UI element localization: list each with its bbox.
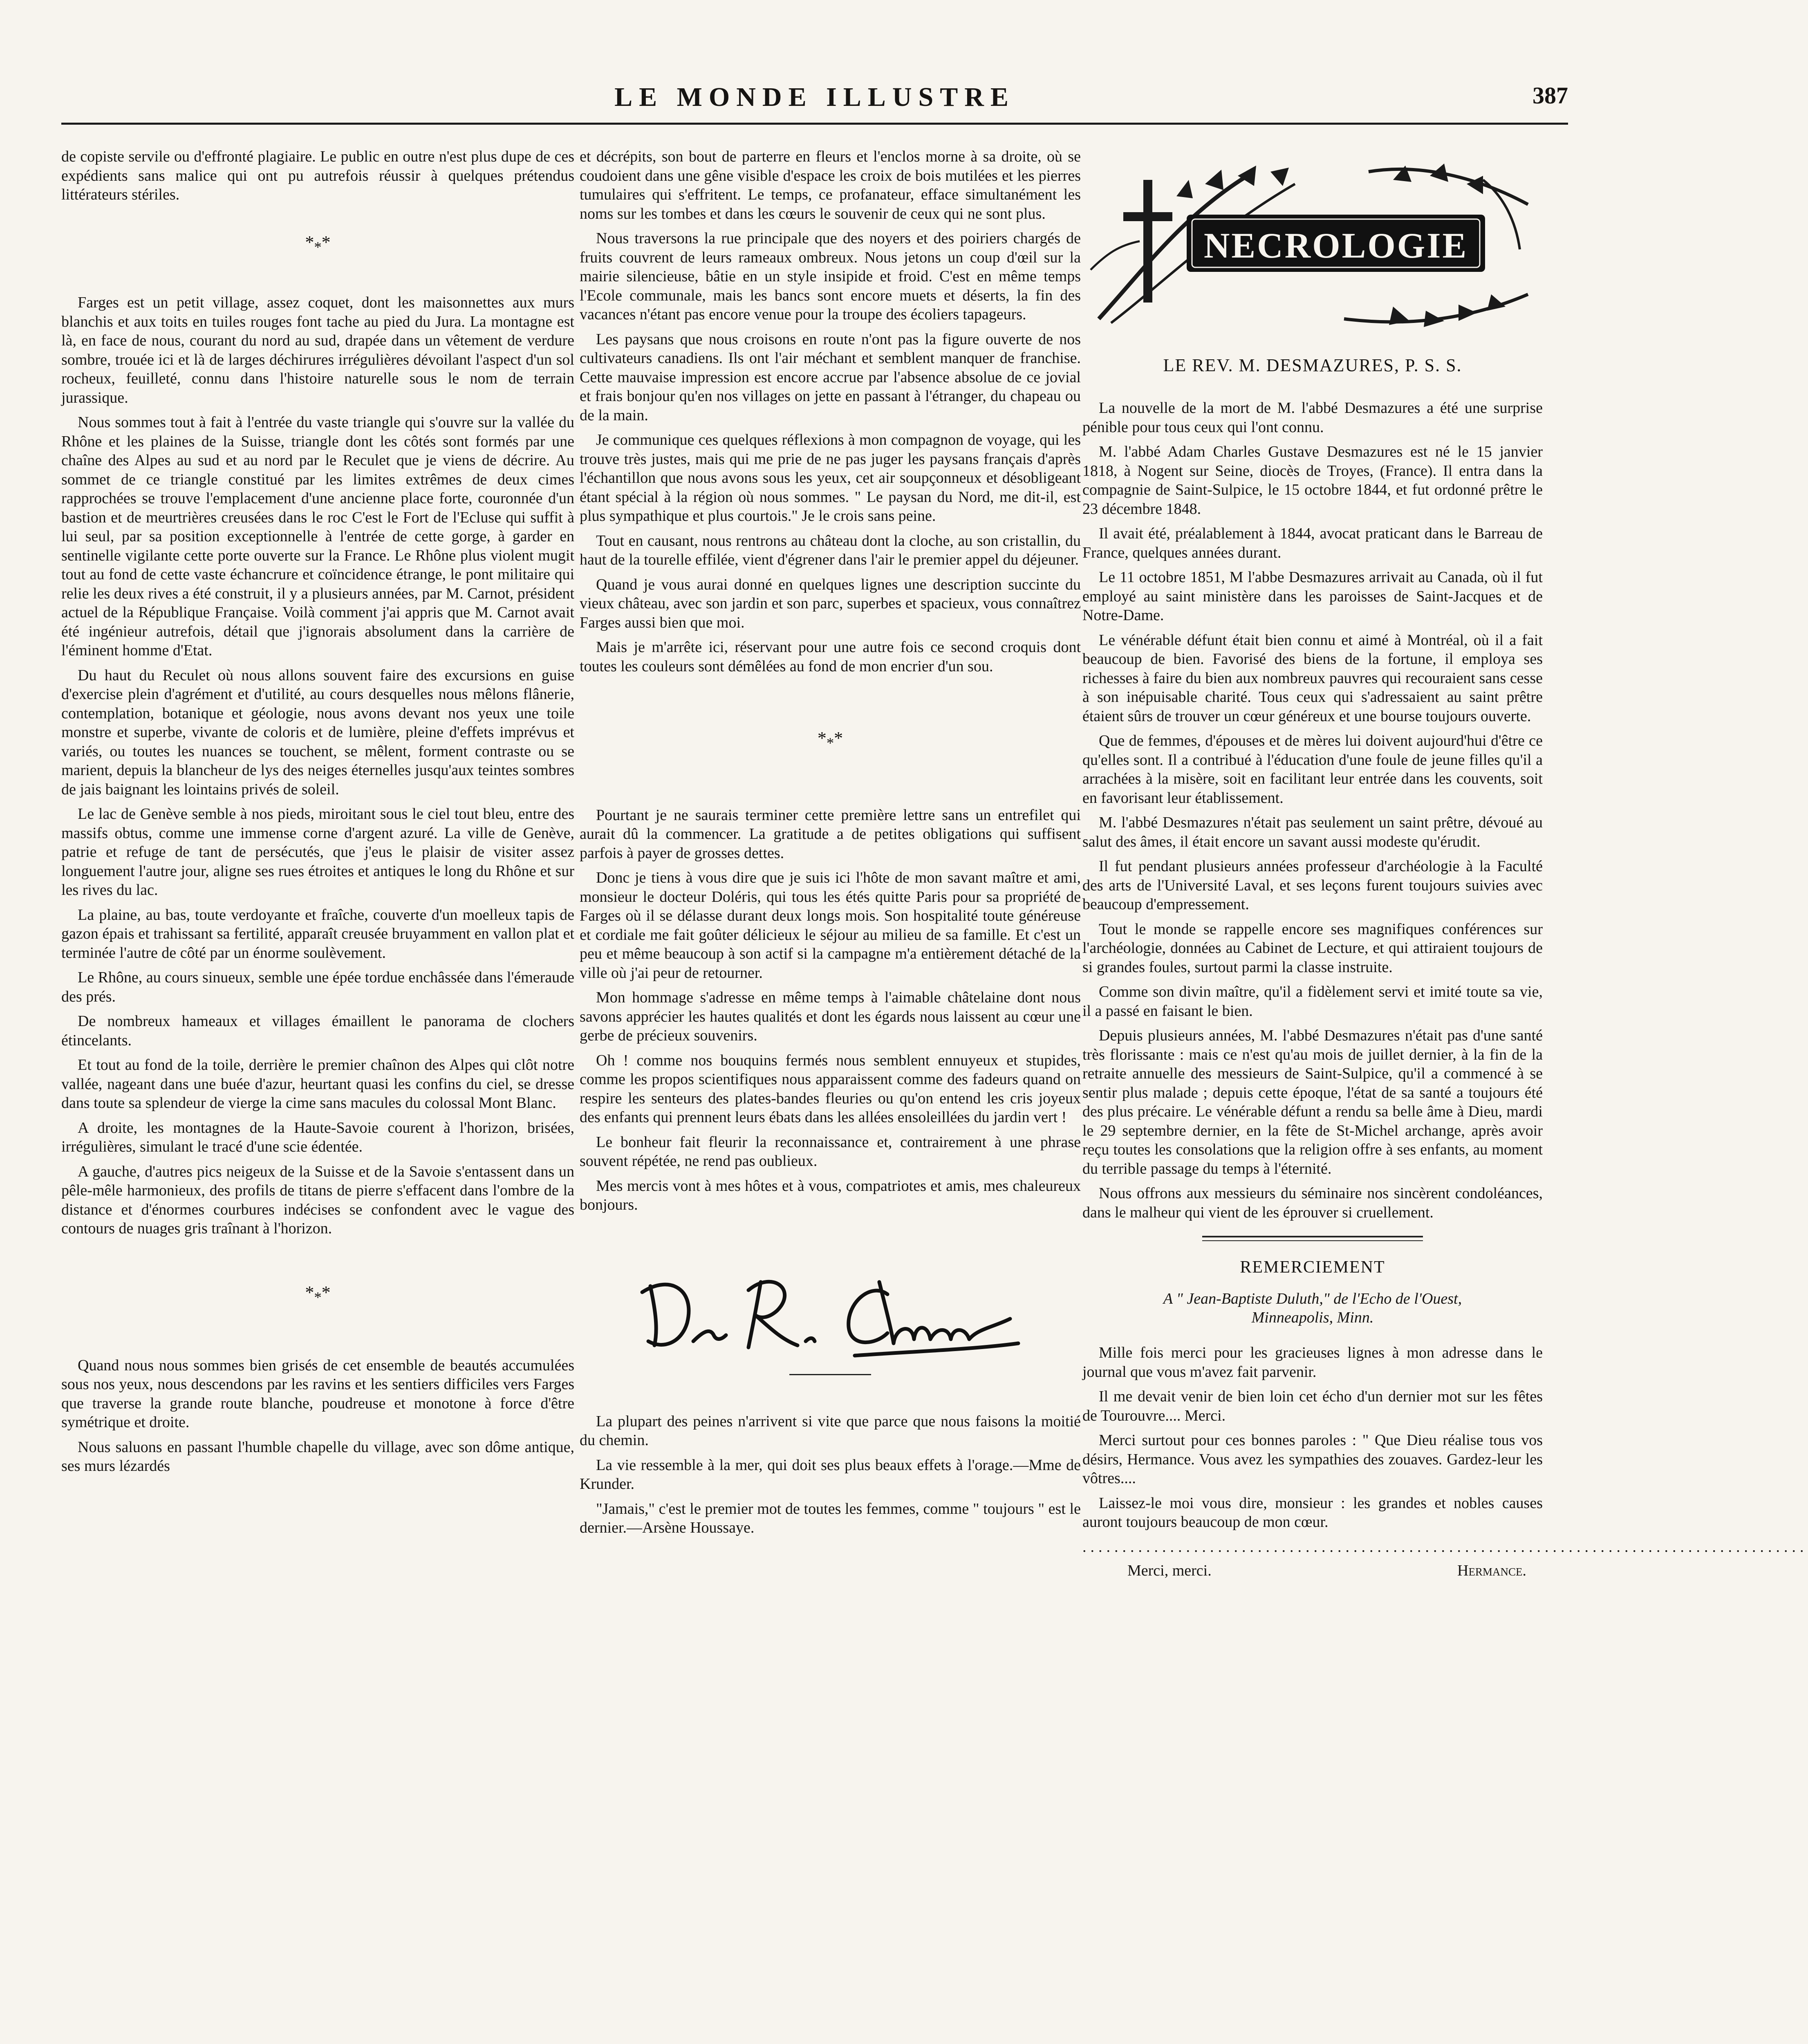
necrologie-banner	[1082, 147, 1543, 339]
divider	[789, 1374, 871, 1375]
dedication-line: A " Jean-Baptiste Duluth," de l'Echo de l'Ouest,	[1163, 1290, 1462, 1307]
column-2	[580, 147, 1081, 1543]
paragraph: Comme son divin maître, qu'il a fidèlement servi et imité toute sa vie, il a passé en faisant le bien.	[1082, 983, 1543, 1020]
paragraph: Du haut du Reculet où nous allons souvent faire des excursions en guise d'exercise plein d'agrément et d'utilité, au cours desquelles nous mêlons flânerie, contemplation, botanique et géologie, nous avons devant nos yeux une toile monstre et superbe, vivante de coloris et de lumière, pleine d'effets imprévus et variés, ou toutes les nuances se touchent, se mêlent, forment contraste ou se marient, depuis la blancheur de lys des neiges éternelles jusqu'aux teintes sombres de jais baignant les lointains privés de soleil.	[61, 666, 574, 798]
quote: La plupart des peines n'arrivent si vite que parce que nous faisons la moitié du chemin.	[580, 1412, 1081, 1449]
paragraph: Et tout au fond de la toile, derrière le premier chaînon des Alpes qui clôt notre vallée, nageant dans une buée d'azur, heurtant quasi les confins du ciel, se dresse dans toute sa splendeur de vierge la cime sans macules du colossal Mont Blanc.	[61, 1056, 574, 1112]
paragraph: Que de femmes, d'épouses et de mères lui doivent aujourd'hui d'être ce qu'elles sont. Il a contribué à l'éducation d'une foule de jeune filles qu'il a arrachées à la misère, soit en facilitant leur entrée dans les couvents, soit en favorisant leur établissement.	[1082, 732, 1543, 807]
paragraph: Oh ! comme nos bouquins fermés nous semblent ennuyeux et stupides, comme les propos scientifiques nous apparaissent comme des fadeurs quand on respire les senteurs des plates-bandes fleuries ou qu'on entend les cris joyeux des enfants qui prennent leurs ébats dans les allées ensoleillées du jardin vert !	[580, 1051, 1081, 1126]
paragraph: Quand je vous aurai donné en quelques lignes une description succinte du vieux château, avec son jardin et son parc, superbes et spacieux, vous connaîtrez Farges aussi bien que moi.	[580, 576, 1081, 631]
paragraph: Nous offrons aux messieurs du séminaire nos sincèrent condoléances, dans le malheur qui vient de les éprouver si cruellement.	[1082, 1185, 1543, 1221]
paragraph: La plaine, au bas, toute verdoyante et fraîche, couverte d'un moelleux tapis de gazon épais et trahissant sa fertilité, apparaît creusée bruyamment en vallon plat et terminée l'autre de côté par un énorme soulèvement.	[61, 906, 574, 961]
paragraph: de copiste servile ou d'effronté plagiaire. Le public en outre n'est plus dupe de ces expédients sans malice qui ont pu autrefois réussir à quelques prétendus littérateurs stériles.	[61, 148, 574, 203]
dedication-line: Minneapolis, Minn.	[1251, 1309, 1374, 1326]
paragraph: De nombreux hameaux et villages émaillent le panorama de clochers étincelants.	[61, 1013, 574, 1049]
paragraph: Les paysans que nous croisons en route n'ont pas la figure ouverte de nos cultivateurs canadiens. Ils ont l'air méchant et semblent manquer de franchise. Cette mauvaise impression est encore accrue par l'absence absolue de ce jovial et frais bonjour qu'en nos villages on jette en passant à l'étranger, du chapeau ou de la main.	[580, 330, 1081, 424]
paragraph: Quand nous nous sommes bien grisés de cet ensemble de beautés accumulées sous nos yeux, nous descendons par les ravins et les sentiers difficiles vers Farges que traverse la grande route blanche, poudreuse et monotone à force d'être symétrique et droite.	[61, 1356, 574, 1431]
paragraph: M. l'abbé Adam Charles Gustave Desmazures est né le 15 janvier 1818, à Nogent sur Seine, diocès de Troyes, (France). Il entra dans la compagnie de Saint-Sulpice, le 15 octobre 1844, et fut ordonné prêtre le 23 décembre 1848.	[1082, 443, 1543, 518]
closing-signature: Hermance.	[1457, 1562, 1526, 1579]
paragraph: Le 11 octobre 1851, M l'abbe Desmazures arrivait au Canada, où il fut employé au saint ministère dans les paroisses de Saint-Jacques et de Notre-Dame.	[1082, 569, 1543, 624]
paragraph: Farges est un petit village, assez coquet, dont les maisonnettes aux murs blanchis et aux toits en tuiles rouges font tache au pied du Jura. La montagne est là, en face de nous, courant du nord au sud, drapée dans un vêtement de verdure sombre, trouée ici et là de larges déchirures irrégulières dévoilant l'aspect d'un sol rocheux, feuilleté, connu dans l'histoire naturelle sous le nom de terrain jurassique.	[61, 294, 574, 406]
paragraph: Le bonheur fait fleurir la reconnaissance et, contrairement à une phrase souvent répétée, ne rend pas oublieux.	[580, 1133, 1081, 1170]
asterism: $*_**$	[817, 728, 843, 751]
paragraph: Il me devait venir de bien loin cet écho d'un dernier mot sur les fêtes de Tourouvre.... Merci.	[1082, 1388, 1543, 1424]
paragraph: Nous saluons en passant l'humble chapelle du village, avec son dôme antique, ses murs lézardés	[61, 1438, 574, 1475]
asterism: $*_**$	[305, 232, 331, 256]
section-title: REMERCIEMENT	[1240, 1258, 1385, 1277]
paragraph: Tout en causant, nous rentrons au château dont la cloche, au son cristallin, du haut de la tourelle effilée, vient d'égrener dans l'air le premier appel du déjeuner.	[580, 532, 1081, 568]
header-rule	[61, 123, 1568, 125]
paragraph: Mais je m'arrête ici, réservant pour une autre fois ce second croquis dont toutes les couleurs sont démêlées au fond de mon encrier d'un sou.	[580, 639, 1081, 675]
paragraph: Nous traversons la rue principale que des noyers et des poiriers chargés de fruits couvrent de leurs rameaux ombreux. Nous jetons un coup d'œil sur la mairie silencieuse, bâtie en un style insipide et froid. C'est en même temps l'Ecole communale, mais les bancs sont encore muets et déserts, la fin des vacances n'étant pas encore venue pour la troupe des écoliers tapageurs.	[580, 230, 1081, 323]
dedication	[1082, 1289, 1543, 1327]
closing-line	[1082, 1561, 1543, 1580]
column-3	[1082, 147, 1808, 1580]
quote: La vie ressemble à la mer, qui doit ses plus beaux effets à l'orage.—Mme de Krunder.	[580, 1456, 1081, 1493]
paragraph: A gauche, d'autres pics neigeux de la Suisse et de la Savoie s'entassent dans un pêle-mêle harmonieux, des profils de titans de pierre s'effacent dans l'ombre de la distance et d'énormes courbures indécises se confondent avec le vague des contours de nuages gris traînant à l'horizon.	[61, 1163, 574, 1237]
banner-word: NECROLOGIE	[1203, 226, 1468, 266]
column-1	[61, 147, 574, 1481]
paragraph: Depuis plusieurs années, M. l'abbé Desmazures n'était pas d'une santé très florissante : mais ce n'est qu'au mois de juillet dernier, à la fin de la retraite annuelle des messieurs de Saint-Sulpice, qu'il a commencé à se sentir plus malade ; depuis cette époque, l'état de sa santé a toujours été des plus précaire. Le vénérable défunt a rendu sa belle âme à Dieu, mardi le 29 septembre dernier, en la fête de St-Michel archange, après avoir reçu toutes les consolations que la religion offre à ses enfants, au moment du terrible passage du temps à l'éternité.	[1082, 1027, 1543, 1177]
paragraph: Donc je tiens à vous dire que je suis ici l'hôte de mon savant maître et ami, monsieur le docteur Doléris, qui tous les étés quitte Paris pour sa propriété de Farges où il se délasse durant deux longs mois. Son hospitalité toute généreuse et cordiale me fait goûter délicieux le séjour au milieu de sa famille. Et c'est un peu et même beaucoup à son actif si la campagne m'a entièrement détaché de la ville où j'ai peur de retourner.	[580, 869, 1081, 982]
paragraph: A droite, les montagnes de la Haute-Savoie courent à l'horizon, brisées, irrégulières, simulant le tracé d'une scie édentée.	[61, 1119, 574, 1156]
paragraph: Tout le monde se rappelle encore ses magnifiques conférences sur l'archéologie, données au Cabinet de Lecture, et qui attiraient toujours de si grandes foules, surtout parmi la classe instruite.	[1082, 920, 1543, 976]
paragraph: Mes mercis vont à mes hôtes et à vous, compatriotes et amis, mes chaleureux bonjours.	[580, 1177, 1081, 1214]
paragraph: La nouvelle de la mort de M. l'abbé Desmazures a été une surprise pénible pour tous ceux qui l'ont connu.	[1082, 399, 1543, 436]
paragraph: Il fut pendant plusieurs années professeur d'archéologie à la Faculté des arts de l'Université Laval, et ses leçons furent toujours suivies avec beaucoup d'empressement.	[1082, 858, 1543, 913]
paragraph: Pourtant je ne saurais terminer cette première lettre sans un entrefilet qui aurait dû la commencer. La gratitude a de petites obligations qui suffisent parfois à payer de grosses dettes.	[580, 806, 1081, 862]
paragraph: Merci surtout pour ces bonnes paroles : " Que Dieu réalise tous vos désirs, Hermance. Vous avez les sympathies des zouaves. Gardez-leur les vôtres....	[1082, 1432, 1543, 1487]
paragraph: Mille fois merci pour les gracieuses lignes à mon adresse dans le journal que vous m'avez fait parvenir.	[1082, 1344, 1543, 1381]
paragraph: Nous sommes tout à fait à l'entrée du vaste triangle qui s'ouvre sur la vallée du Rhône et les plaines de la Suisse, triangle dont les côtés sont formés par une chaîne des Alpes au sud et au nord par le Reculet que je viens de décrire. Au sommet de ce triangle constitué par les limites extrêmes de deux cimes rapprochées se trouve l'emplacement d'une ancienne place forte, couronnée d'un bastion et de meurtrières creusées dans le roc C'est le Fort de l'Ecluse qui suffit à lui seul, par sa position exceptionnelle à l'entrée de cette gorge, à garder en sentinelle vigilante cette porte ouverte sur la France. Le Rhône plus violent mugit tout au fond de cette vaste échancrure et coïncidence étrange, le pont militaire qui relie les deux rives a été construit, il y a plusieurs années, par M. Carnot, président actuel de la République Française. Voilà comment j'ai appris que M. Carnot avait été ingénieur autrefois, détail que j'ignorais absolument dans la carrière de l'éminent homme d'Etat.	[61, 414, 574, 659]
paragraph: Le vénérable défunt était bien connu et aimé à Montréal, où il a fait beaucoup de bien. Favorisé des biens de la fortune, il employa ses richesses à faire du bien aux nombreux pauvres qui recouraient sans cesse à son inépuisable charité. Tous ceux qui s'adressaient au saint prêtre étaient sûrs de trouver un cœur généreux et une bourse toujours ouverte.	[1082, 631, 1543, 725]
quote: "Jamais," c'est le premier mot de toutes les femmes, comme " toujours " est le dernier.—Arsène Houssaye.	[580, 1500, 1081, 1537]
page-header	[61, 82, 1568, 114]
paragraph: Il avait été, préalablement à 1844, avocat praticant dans le Barreau de France, quelques années durant.	[1082, 525, 1543, 561]
paragraph: Je communique ces quelques réflexions à mon compagnon de voyage, qui les trouve très justes, mais qui me prie de ne pas juger les paysans français d'après l'échantillon que nous avons sous les yeux, cet air soupçonneux et désobligeant étant spécial à la région où nous sommes. " Le paysan du Nord, me dit-il, est plus sympathique et plus courtois." Je le crois sans peine.	[580, 431, 1081, 524]
asterism: $*_**$	[305, 1282, 331, 1306]
paragraph: M. l'abbé Desmazures n'était pas seulement un saint prêtre, dévoué au salut des âmes, il était encore un savant aussi modeste qu'érudit.	[1082, 814, 1543, 850]
signature-image	[626, 1257, 1035, 1364]
paragraph: et décrépits, son bout de parterre en fleurs et l'enclos morne à sa droite, où se coudoient dans une gêne visible d'espace les croix de bois mutilées et les pierres tumulaires qui s'effritent. Le temps, ce profanateur, efface simultanément les noms sur les tombes et dans les cœurs le souvenir de ceux qui ne sont plus.	[580, 148, 1081, 222]
page-number: 387	[1532, 82, 1568, 109]
masthead-title: LE MONDE ILLUSTRE	[614, 82, 1015, 112]
paragraph: Le Rhône, au cours sinueux, semble une épée tordue enchâssée dans l'émeraude des prés.	[61, 969, 574, 1005]
dotted-line: ...........................................................................................	[1082, 1538, 1808, 1555]
paragraph: Le lac de Genève semble à nos pieds, miroitant sous le ciel tout bleu, entre des massifs obtus, comme une immense corne d'argent azuré. La ville de Genève, patrie et refuge de tant de persécutés, que j'eus le plaisir de visiter assez longuement l'autre jour, aligne ses rues étroites et antiques le long du Rhône et sur les rives du lac.	[61, 805, 574, 899]
paragraph: Laissez-le moi vous dire, monsieur : les grandes et nobles causes auront toujours beaucoup de mon cœur.	[1082, 1494, 1543, 1531]
article-title: LE REV. M. DESMAZURES, P. S. S.	[1163, 355, 1462, 375]
paragraph: Mon hommage s'adresse en même temps à l'aimable châtelaine dont nous savons apprécier les hautes qualités et dont les égards nous laissent au cœur une gerbe de précieux souvenirs.	[580, 989, 1081, 1044]
signature	[580, 1251, 1081, 1370]
section-divider	[1202, 1236, 1423, 1241]
closing-left: Merci, merci.	[1127, 1562, 1212, 1579]
